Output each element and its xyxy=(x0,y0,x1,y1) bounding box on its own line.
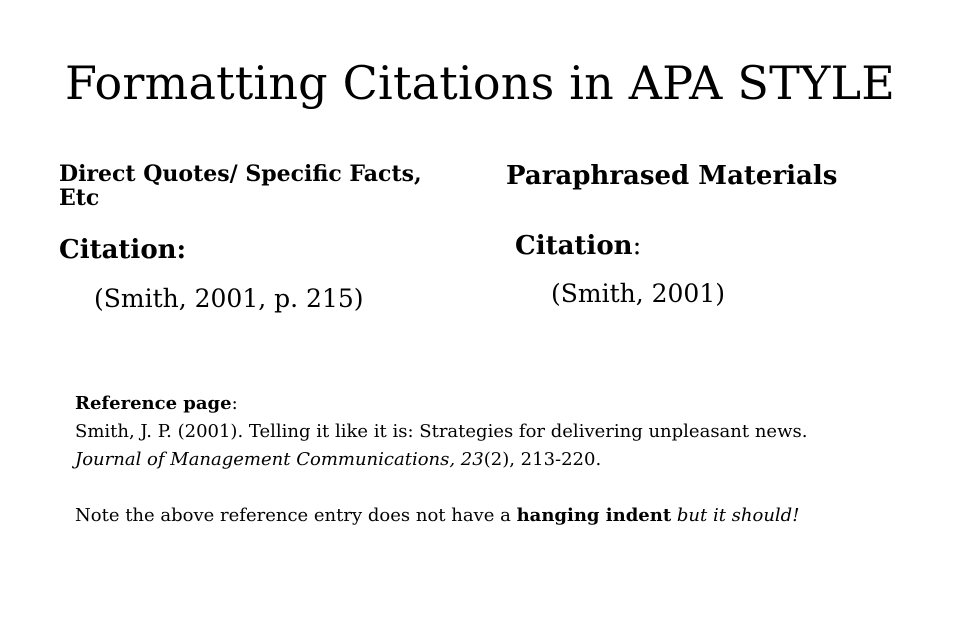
reference-block xyxy=(75,390,925,530)
direct-citation-example: (Smith, 2001, p. 215) xyxy=(94,284,364,313)
paraphrased-citation-label xyxy=(515,232,641,261)
paraphrased-heading: Paraphrased Materials xyxy=(506,161,838,191)
reference-entry-line-1: Smith, J. P. (2001). Telling it like it is: Strategies for delivering unpleasant news. xyxy=(75,421,808,442)
direct-citation-label-text: Citation: xyxy=(59,235,187,265)
note-hanging-indent: hanging indent xyxy=(516,505,672,526)
reference-issue-pages: (2), 213-220. xyxy=(483,449,602,470)
note-start: Note the above reference entry does not have a xyxy=(75,505,517,526)
reference-note xyxy=(75,502,925,530)
paraphrased-citation-label-text: Citation xyxy=(515,231,633,261)
reference-spacer xyxy=(75,474,925,502)
paraphrased-citation-example: (Smith, 2001) xyxy=(551,279,725,308)
reference-entry-line-2 xyxy=(75,446,925,474)
note-emphasis: but it should! xyxy=(676,505,800,526)
reference-label: Reference page xyxy=(75,393,232,414)
reference-journal: Journal of Management Communications, 23 xyxy=(75,449,484,470)
reference-label-colon: : xyxy=(231,393,238,414)
slide-title: Formatting Citations in APA STYLE xyxy=(64,56,896,110)
direct-citation-label xyxy=(59,236,186,265)
paraphrased-citation-colon: : xyxy=(632,231,642,261)
reference-label-line xyxy=(75,390,925,418)
direct-quotes-heading: Direct Quotes/ Specific Facts, Etc xyxy=(59,161,422,212)
